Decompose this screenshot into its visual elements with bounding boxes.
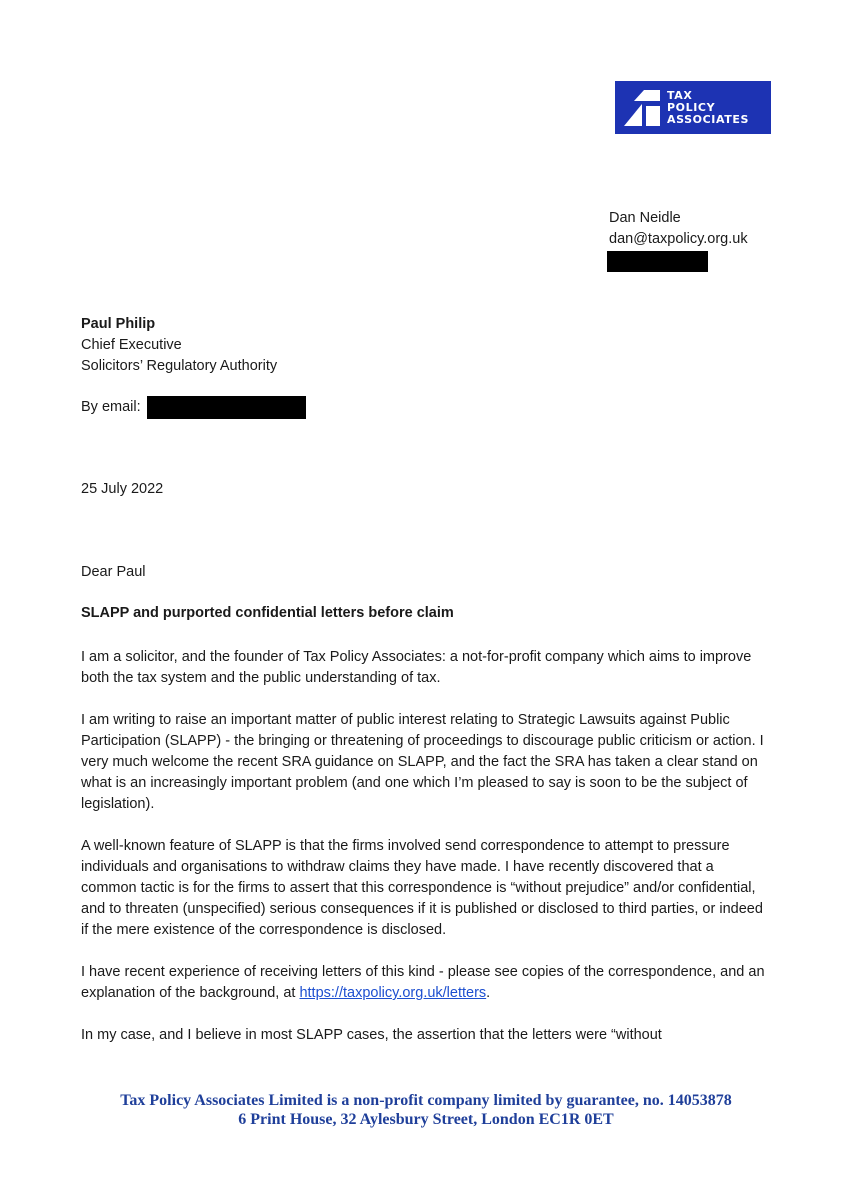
- paragraph-5: In my case, and I believe in most SLAPP cases, the assertion that the letters were “without: [81, 1027, 662, 1043]
- redacted-email: [147, 396, 306, 419]
- recipient-name: Paul Philip: [81, 316, 156, 332]
- logo-line-2: POLICY: [667, 100, 716, 114]
- letter-date: 25 July 2022: [81, 481, 164, 497]
- logo-mark-icon: [624, 90, 660, 126]
- logo-line-3: ASSOCIATES: [667, 112, 749, 126]
- by-email-label: By email:: [81, 399, 141, 415]
- paragraph-4-end: .: [486, 985, 491, 1001]
- recipient-organisation: Solicitors’ Regulatory Authority: [81, 358, 278, 374]
- sender-name: Dan Neidle: [609, 210, 681, 226]
- subject-line: SLAPP and purported confidential letters before claim: [81, 605, 454, 621]
- logo-wordmark: [667, 90, 749, 126]
- tax-policy-associates-logo: [615, 81, 771, 134]
- letters-link[interactable]: https://taxpolicy.org.uk/letters: [299, 985, 487, 1001]
- letter-body: [81, 647, 771, 1067]
- paragraph-4-text: I have recent experience of receiving letters of this kind - please see copies of the correspondence, and an explanation of the background, at: [81, 964, 765, 1001]
- sender-email: dan@taxpolicy.org.uk: [609, 231, 748, 247]
- logo-line-1: TAX: [667, 88, 693, 102]
- paragraph-3: A well-known feature of SLAPP is that the firms involved send correspondence to attempt to pressure individuals and organisations to withdraw claims they have made. I have recently discovered that a common tactic is for the firms to assert that this correspondence is “without prejudice” and/or confidential, and to threaten (unspecified) serious consequences if it is published or disclosed to third parties, or indeed if the mere existence of the correspondence is disclosed.: [81, 838, 763, 938]
- recipient-block: [81, 314, 277, 377]
- recipient-title: Chief Executive: [81, 337, 182, 353]
- footer-address-line: 6 Print House, 32 Aylesbury Street, London EC1R 0ET: [238, 1111, 614, 1128]
- salutation: Dear Paul: [81, 564, 146, 580]
- redacted-phone: [607, 251, 708, 272]
- paragraph-2: I am writing to raise an important matter of public interest relating to Strategic Lawsuits against Public Participation (SLAPP) - the bringing or threatening of proceedings to discourage public criticism or action. I very much welcome the recent SRA guidance on SLAPP, and the fact the SRA has taken a clear stand on what is an increasingly important problem (and one which I’m pleased to say is soon to be the subject of legislation).: [81, 712, 764, 812]
- sender-block: [609, 208, 748, 250]
- paragraph-1: I am a solicitor, and the founder of Tax Policy Associates: a not-for-profit company which aims to improve both the tax system and the public understanding of tax.: [81, 649, 752, 686]
- footer-company-line: Tax Policy Associates Limited is a non-profit company limited by guarantee, no. 14053878: [120, 1092, 732, 1109]
- paragraph-4: [81, 962, 771, 1004]
- footer: [0, 1091, 852, 1129]
